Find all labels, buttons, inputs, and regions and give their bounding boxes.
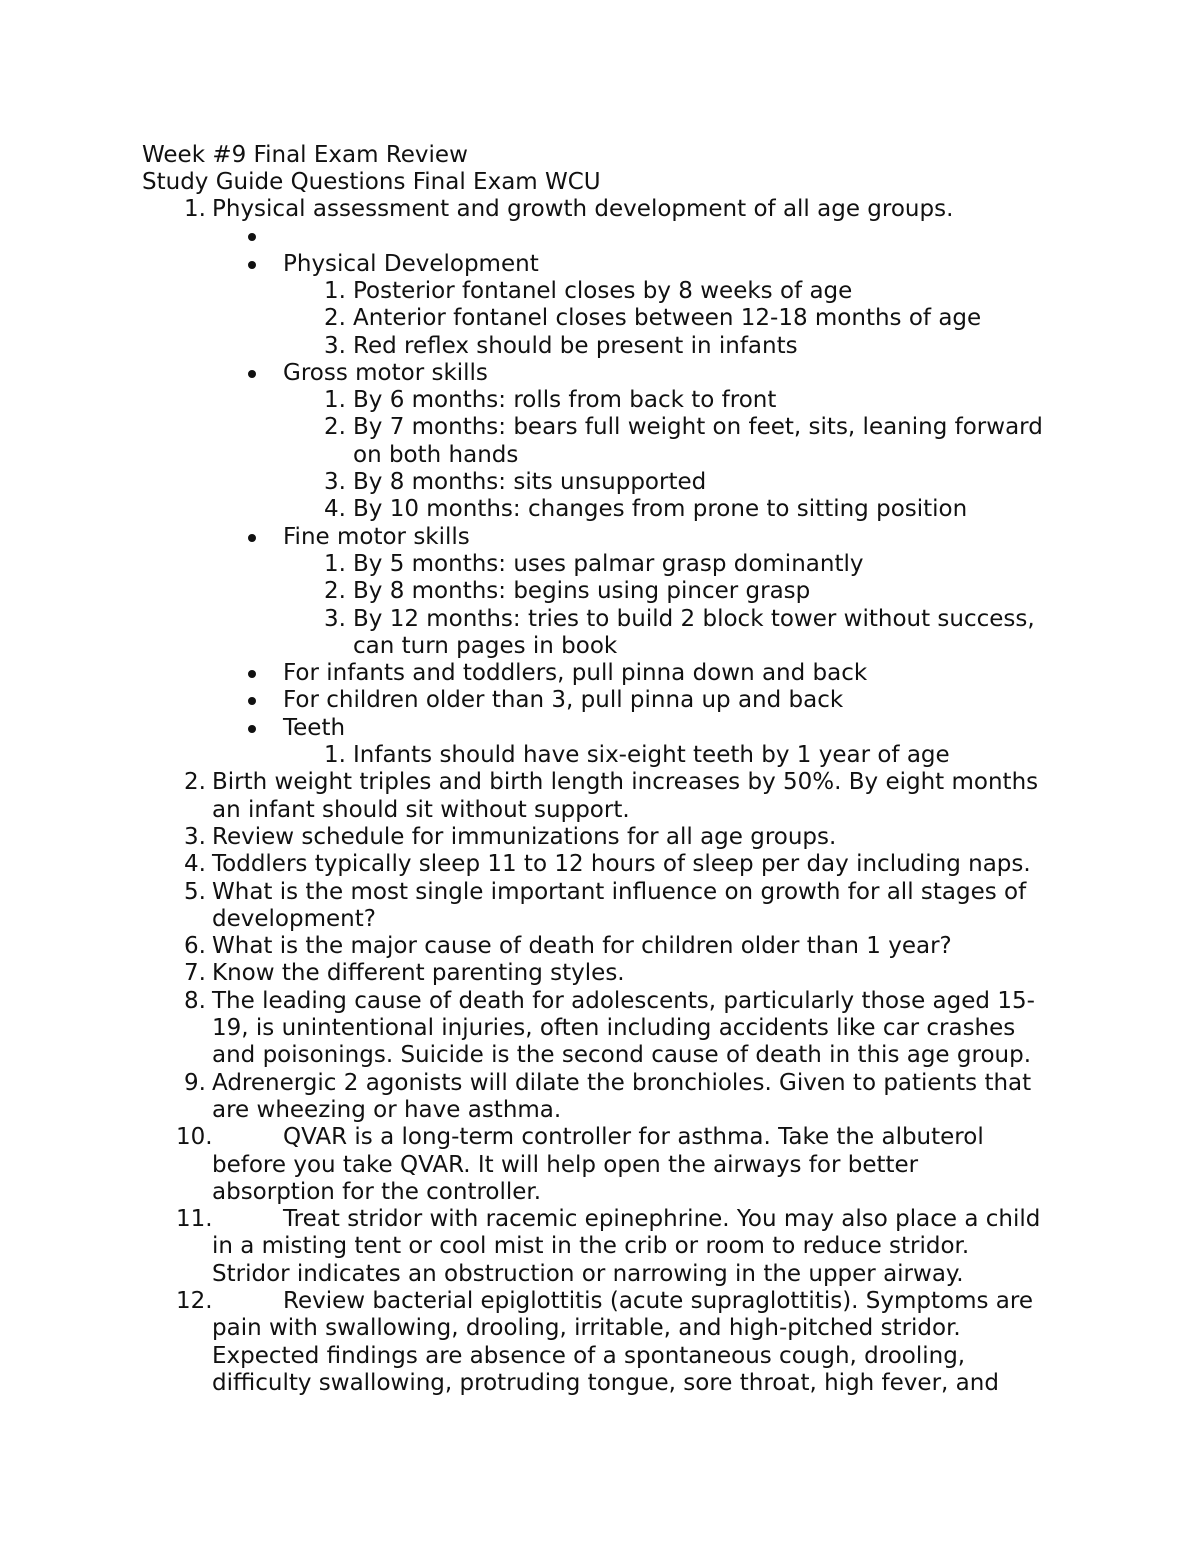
list-item-text: before you take QVAR. It will help open the airways for better [212, 1151, 919, 1178]
bullet-marker [248, 534, 256, 542]
list-item-text: absorption for the controller. [212, 1178, 542, 1205]
list-item-text: Physical Development [283, 250, 539, 277]
list-item-number: 1. [324, 742, 346, 768]
list-item-text: Anterior fontanel closes between 12-18 months of age [353, 305, 982, 332]
list-item-text: Toddlers typically sleep 11 to 12 hours of sleep per day including naps. [212, 851, 1031, 878]
list-item-number: 2. [324, 578, 346, 605]
list-item-text: By 8 months: begins using pincer grasp [353, 578, 811, 605]
list-item-text: in a misting tent or cool mist in the crib or room to reduce stridor. [212, 1233, 970, 1260]
list-item-text: By 5 months: uses palmar grasp dominantly [353, 550, 864, 577]
list-item-text: Treat stridor with racemic epinephrine. You may also place a child [283, 1206, 1041, 1233]
list-item-text: For children older than 3, pull pinna up and back [283, 687, 844, 714]
list-item-number: 5. [184, 878, 206, 905]
list-item-number: 3. [324, 469, 346, 495]
list-item-number: 11. [176, 1206, 213, 1233]
list-item-text: Know the different parenting styles. [212, 960, 625, 987]
list-item-number: 3. [184, 823, 206, 850]
list-item-text: The leading cause of death for adolescents, particularly those aged 15- [212, 987, 1035, 1014]
list-item-text: and poisonings. Suicide is the second cause of death in this age group. [212, 1042, 1032, 1069]
list-item-text: Adrenergic 2 agonists will dilate the bronchioles. Given to patients that [212, 1069, 1032, 1096]
bullet-marker [248, 697, 256, 705]
document-subtitle: Study Guide Questions Final Exam WCU [142, 169, 601, 195]
list-item-text: Review schedule for immunizations for all age groups. [212, 823, 837, 850]
list-item-text: an infant should sit without support. [212, 796, 630, 823]
list-item-text: By 12 months: tries to build 2 block tower without success, [353, 605, 1035, 632]
list-item-text: development? [212, 905, 376, 932]
list-item-text: Red reflex should be present in infants [353, 332, 798, 359]
list-item-text: pain with swallowing, drooling, irritable, and high-pitched stridor. [212, 1315, 961, 1342]
list-item-number: 4. [324, 496, 346, 523]
list-item-text: Birth weight triples and birth length increases by 50%. By eight months [212, 769, 1039, 796]
list-item-text: Physical assessment and growth development of all age groups. [212, 196, 954, 222]
list-item-number: 2. [324, 305, 346, 332]
list-item-number: 7. [184, 960, 206, 987]
list-item-text: Posterior fontanel closes by 8 weeks of age [353, 277, 853, 304]
bullet-marker [248, 670, 256, 678]
list-item-number: 9. [184, 1069, 206, 1096]
bullet-marker [248, 233, 256, 241]
list-item-text: Fine motor skills [283, 523, 470, 550]
list-item-text: By 10 months: changes from prone to sitting position [353, 496, 968, 523]
list-item-number: 1. [324, 277, 346, 304]
list-item-text: Expected findings are absence of a spontaneous cough, drooling, [212, 1342, 966, 1369]
list-item-text: Stridor indicates an obstruction or narrowing in the upper airway. [212, 1260, 964, 1287]
list-item-number: 10. [176, 1124, 213, 1151]
list-item-text: By 6 months: rolls from back to front [353, 387, 777, 414]
list-item-text: Gross motor skills [283, 359, 488, 386]
bullet-marker [248, 261, 256, 269]
list-item-text: on both hands [353, 441, 519, 468]
list-item-text: What is the major cause of death for children older than 1 year? [212, 933, 952, 960]
list-item-text: QVAR is a long-term controller for asthma. Take the albuterol [283, 1124, 984, 1151]
list-item-text: are wheezing or have asthma. [212, 1096, 562, 1123]
list-item-number: 1. [324, 550, 346, 577]
list-item-text: For infants and toddlers, pull pinna down and back [283, 660, 868, 687]
document-title: Week #9 Final Exam Review [142, 142, 468, 168]
list-item-number: 3. [324, 332, 346, 359]
list-item-number: 4. [184, 851, 206, 878]
list-item-number: 8. [184, 987, 206, 1014]
list-item-number: 1. [184, 196, 206, 222]
bullet-marker [248, 370, 256, 378]
list-item-text: Review bacterial epiglottitis (acute supraglottitis). Symptoms are [283, 1288, 1034, 1314]
list-item-text: Teeth [283, 714, 346, 741]
list-item-text: can turn pages in book [353, 632, 618, 659]
list-item-text: difficulty swallowing, protruding tongue, sore throat, high fever, and [212, 1369, 999, 1396]
list-item-text: By 8 months: sits unsupported [353, 469, 707, 495]
list-item-number: 3. [324, 605, 346, 632]
list-item-number: 2. [324, 414, 346, 441]
list-item-text: Infants should have six-eight teeth by 1 year of age [353, 742, 950, 768]
list-item-number: 1. [324, 387, 346, 414]
list-item-number: 12. [176, 1288, 213, 1314]
list-item-text: By 7 months: bears full weight on feet, sits, leaning forward [353, 414, 1043, 441]
list-item-text: 19, is unintentional injuries, often including accidents like car crashes [212, 1015, 1016, 1041]
list-item-text: What is the most single important influence on growth for all stages of [212, 878, 1027, 905]
bullet-marker [248, 725, 256, 733]
list-item-number: 6. [184, 933, 206, 960]
list-item-number: 2. [184, 769, 206, 796]
